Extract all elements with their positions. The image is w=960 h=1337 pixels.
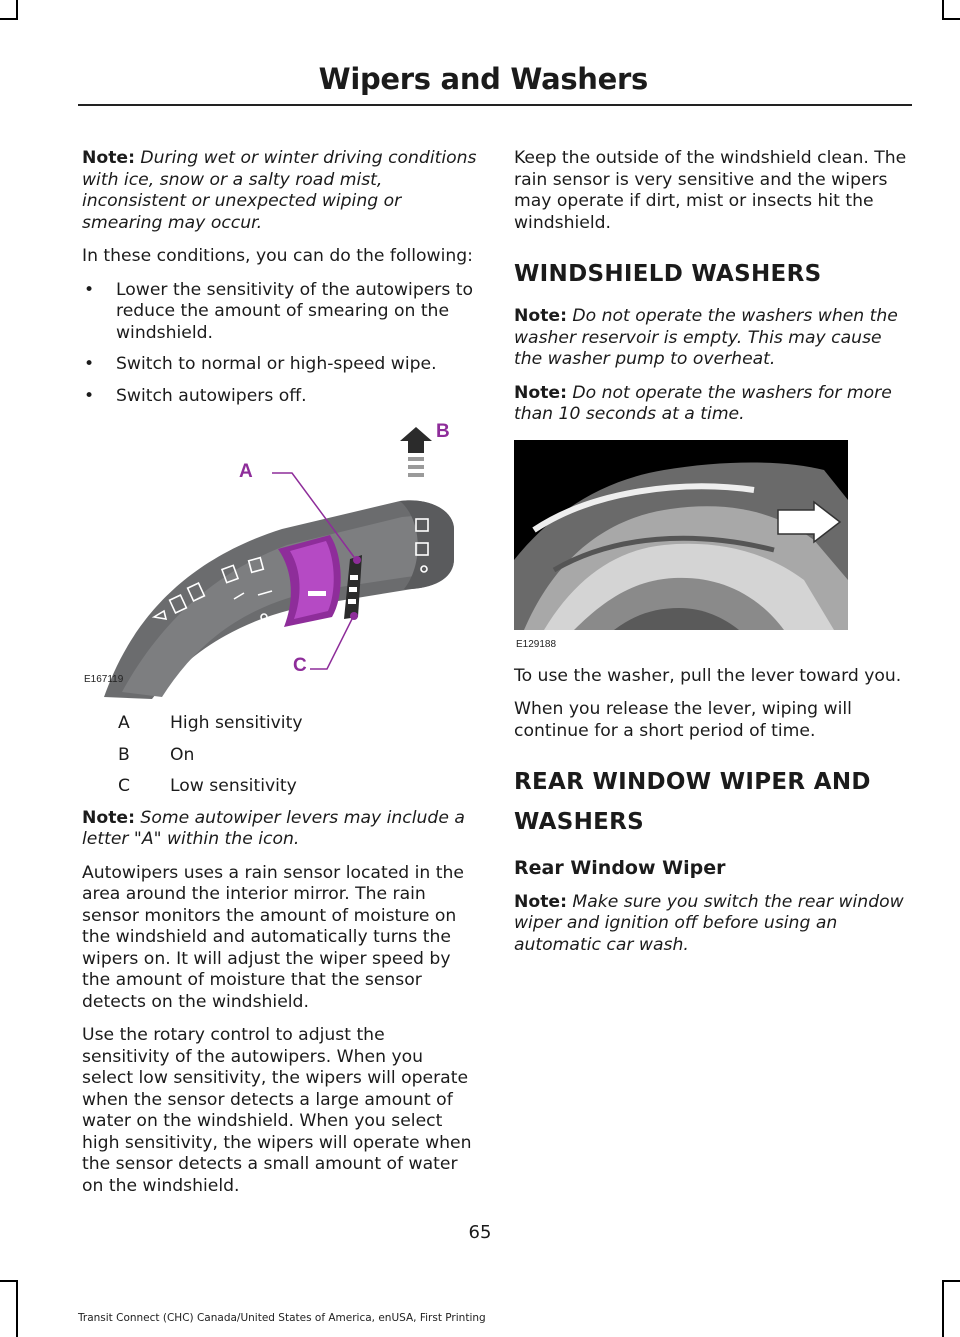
legend-row xyxy=(82,713,477,735)
wiper-lever-illustration xyxy=(82,417,467,699)
subheading-rear-window-wiper: Rear Window Wiper xyxy=(514,857,726,879)
page-number: 65 xyxy=(468,1222,492,1243)
bullet-icon: • xyxy=(84,354,95,374)
washer-illustration xyxy=(514,440,848,630)
note-wet-conditions xyxy=(82,148,477,234)
callout-b: B xyxy=(436,421,450,442)
intro-paragraph: In these conditions, you can do the following: xyxy=(82,246,473,266)
crop-mark xyxy=(942,1280,960,1282)
section-heading-windshield-washers: WINDSHIELD WASHERS xyxy=(514,261,822,287)
note-car-wash xyxy=(514,892,909,957)
note-text: Make sure you switch the rear window wiper and ignition off before using an automatic car wash. xyxy=(514,891,904,955)
legend-row xyxy=(82,745,477,767)
figure-code: E129188 xyxy=(516,638,557,650)
footer-text: Transit Connect (CHC) Canada/United States of America, enUSA, First Printing xyxy=(78,1312,486,1324)
figure-legend xyxy=(82,713,477,798)
crop-mark xyxy=(16,0,18,20)
crop-mark xyxy=(0,1280,18,1282)
washer-figure xyxy=(514,440,854,652)
legend-text: Low sensitivity xyxy=(170,776,297,796)
crop-mark xyxy=(16,1280,18,1337)
use-washer-paragraph: To use the washer, pull the lever toward you. xyxy=(514,665,902,686)
wiper-lever-figure xyxy=(82,417,467,699)
legend-row xyxy=(82,776,477,798)
note-label: Note: xyxy=(514,306,567,326)
crop-mark xyxy=(942,0,944,20)
crop-mark xyxy=(942,18,960,20)
note-duration xyxy=(514,383,909,426)
note-letter-a xyxy=(82,808,477,851)
rotary-control-paragraph: Use the rotary control to adjust the sensitivity of the autowipers. When you select low sensitivity, the wipers will operate when the sensor detects a large amount of water on the windshield. When you select high sensitivity, the wipers will operate when the sensor detects a small amount of water on the windshield. xyxy=(82,1025,472,1196)
list-item-text: Switch to normal or high-speed wipe. xyxy=(116,354,437,374)
list-item xyxy=(82,386,477,408)
section-heading-rear-window: REAR WINDOW WIPER AND WASHERS xyxy=(514,769,871,835)
note-label: Note: xyxy=(82,807,135,828)
legend-letter: B xyxy=(118,744,130,765)
note-label: Note: xyxy=(514,382,567,403)
bullet-icon: • xyxy=(84,279,95,300)
options-list xyxy=(82,280,477,408)
list-item xyxy=(82,280,477,345)
list-item-text: Lower the sensitivity of the autowipers to reduce the amount of smearing on the windshield. xyxy=(116,279,474,343)
crop-mark xyxy=(0,18,18,20)
windshield-clean-paragraph: Keep the outside of the windshield clean. The rain sensor is very sensitive and the wipers may operate if dirt, mist or insects hit the windshield. xyxy=(514,148,907,233)
legend-text: On xyxy=(170,744,195,765)
callout-c: C xyxy=(293,655,307,676)
legend-text: High sensitivity xyxy=(170,713,303,733)
note-reservoir xyxy=(514,306,909,371)
list-item-text: Switch autowipers off. xyxy=(116,385,307,406)
note-text: Do not operate the washers for more than 10 seconds at a time. xyxy=(514,382,892,424)
left-column xyxy=(82,148,477,1209)
page-title: Wipers and Washers xyxy=(318,62,648,96)
figure-code: E167119 xyxy=(84,674,124,685)
right-column xyxy=(514,148,909,968)
header-rule xyxy=(78,104,912,106)
legend-letter: A xyxy=(118,713,130,733)
note-label: Note: xyxy=(514,891,567,912)
note-text: Some autowiper levers may include a letter "A" within the icon. xyxy=(82,807,465,849)
bullet-icon: • xyxy=(84,385,95,406)
legend-letter: C xyxy=(118,776,131,796)
release-lever-paragraph: When you release the lever, wiping will continue for a short period of time. xyxy=(514,699,852,741)
crop-mark xyxy=(942,1280,944,1337)
note-text: Do not operate the washers when the washer reservoir is empty. This may cause the washer pump to overheat. xyxy=(514,306,898,369)
note-text: During wet or winter driving conditions with ice, snow or a salty road mist, inconsistent or unexpected wiping or smearing may occur. xyxy=(82,148,477,233)
callout-a: A xyxy=(239,461,253,482)
list-item xyxy=(82,354,477,376)
note-label: Note: xyxy=(82,148,135,168)
rain-sensor-paragraph: Autowipers uses a rain sensor located in the area around the interior mirror. The rain sensor monitors the amount of moisture on the windshield and automatically turns the wipers on. It will adjust the wiper speed by the amount of moisture that the sensor detects on the windshield. xyxy=(82,862,464,1012)
